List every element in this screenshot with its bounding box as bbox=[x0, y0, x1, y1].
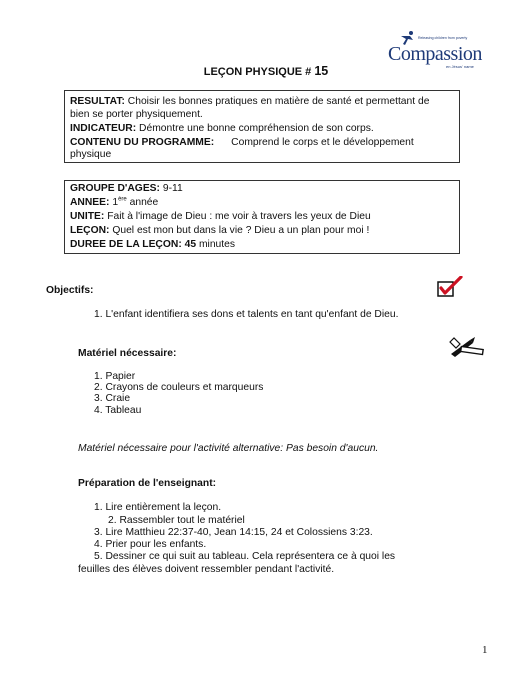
page-title bbox=[0, 64, 532, 78]
pencil-tools-icon bbox=[448, 334, 486, 360]
duree-line bbox=[70, 238, 235, 251]
annee-label: ANNEE: bbox=[70, 197, 110, 208]
preparation-item: 4. Prier pour les enfants. bbox=[94, 539, 207, 550]
lecon-label: LEÇON: bbox=[70, 225, 110, 236]
duree-unit: minutes bbox=[196, 239, 236, 250]
duree-label: DUREE DE LA LEÇON: bbox=[70, 239, 182, 250]
materiel-item: 1. Papier bbox=[94, 371, 136, 382]
preparation-item: 5. Dessiner ce qui suit au tableau. Cela représentera ce à quoi les bbox=[94, 551, 396, 562]
contenu-text: Comprend le corps et le développement bbox=[231, 137, 414, 148]
resultat-label: RESULTAT: bbox=[70, 96, 125, 107]
groupe-label: GROUPE D'AGES: bbox=[70, 183, 160, 194]
groupe-line bbox=[70, 182, 183, 195]
annee-line bbox=[70, 196, 158, 209]
lecon-value: Quel est mon but dans la vie ? Dieu a un plan pour moi ! bbox=[109, 225, 370, 236]
resultat-line-2: bien se porter physiquement. bbox=[70, 109, 203, 120]
duree-value: 45 bbox=[184, 239, 197, 250]
objectif-item: 1. L'enfant identifiera ses dons et talents en tant qu'enfant de Dieu. bbox=[94, 309, 399, 320]
title-number: 15 bbox=[314, 64, 329, 78]
logo-subtitle: en Jésus' name bbox=[446, 64, 474, 69]
preparation-item: 2. Rassembler tout le matériel bbox=[108, 515, 245, 526]
resultat-text: Choisir les bonnes pratiques en matière de santé et permettant de bbox=[124, 96, 430, 107]
annee-suffix: année bbox=[126, 197, 159, 208]
groupe-value: 9-11 bbox=[159, 183, 183, 194]
checkbox-check-icon bbox=[437, 276, 463, 298]
page-number: 1 bbox=[482, 644, 488, 656]
contenu-line bbox=[70, 136, 414, 149]
preparation-heading: Préparation de l'enseignant: bbox=[78, 478, 217, 489]
materiel-item: 4. Tableau bbox=[94, 405, 142, 416]
preparation-item: 3. Lire Matthieu 22:37-40, Jean 14:15, 24 et Colossiens 3:23. bbox=[94, 527, 373, 538]
contenu-label: CONTENU DU PROGRAMME: bbox=[70, 137, 215, 148]
annee-sup: ère bbox=[118, 196, 127, 203]
materiel-heading: Matériel nécessaire: bbox=[78, 348, 177, 359]
lesson-outcome-box bbox=[64, 90, 460, 163]
contenu-line-2: physique bbox=[70, 149, 112, 160]
logo-tagline: Releasing children from poverty bbox=[418, 36, 468, 40]
lesson-info-box bbox=[64, 180, 460, 254]
unite-value: Fait à l'image de Dieu : me voir à travers les yeux de Dieu bbox=[104, 211, 371, 222]
indicateur-text: Démontre une bonne compréhension de son corps. bbox=[136, 123, 374, 134]
unite-label: UNITE: bbox=[70, 211, 105, 222]
objectifs-heading: Objectifs: bbox=[46, 285, 94, 296]
indicateur-label: INDICATEUR: bbox=[70, 123, 137, 134]
resultat-line bbox=[70, 95, 429, 108]
indicateur-line bbox=[70, 122, 374, 135]
logo-brand: Compassion bbox=[388, 43, 482, 65]
unite-line bbox=[70, 210, 371, 223]
materiel-alternative: Matériel nécessaire pour l'activité alternative: Pas besoin d'aucun. bbox=[78, 443, 379, 454]
title-text: LEÇON PHYSIQUE # bbox=[203, 66, 312, 78]
materiel-item: 3. Craie bbox=[94, 393, 131, 404]
annee-value: 1 bbox=[109, 197, 119, 208]
lecon-line bbox=[70, 224, 369, 237]
preparation-item-continued: feuilles des élèves doivent ressembler pendant l'activité. bbox=[78, 564, 335, 575]
preparation-item: 1. Lire entièrement la leçon. bbox=[94, 502, 222, 513]
materiel-item: 2. Crayons de couleurs et marqueurs bbox=[94, 382, 264, 393]
